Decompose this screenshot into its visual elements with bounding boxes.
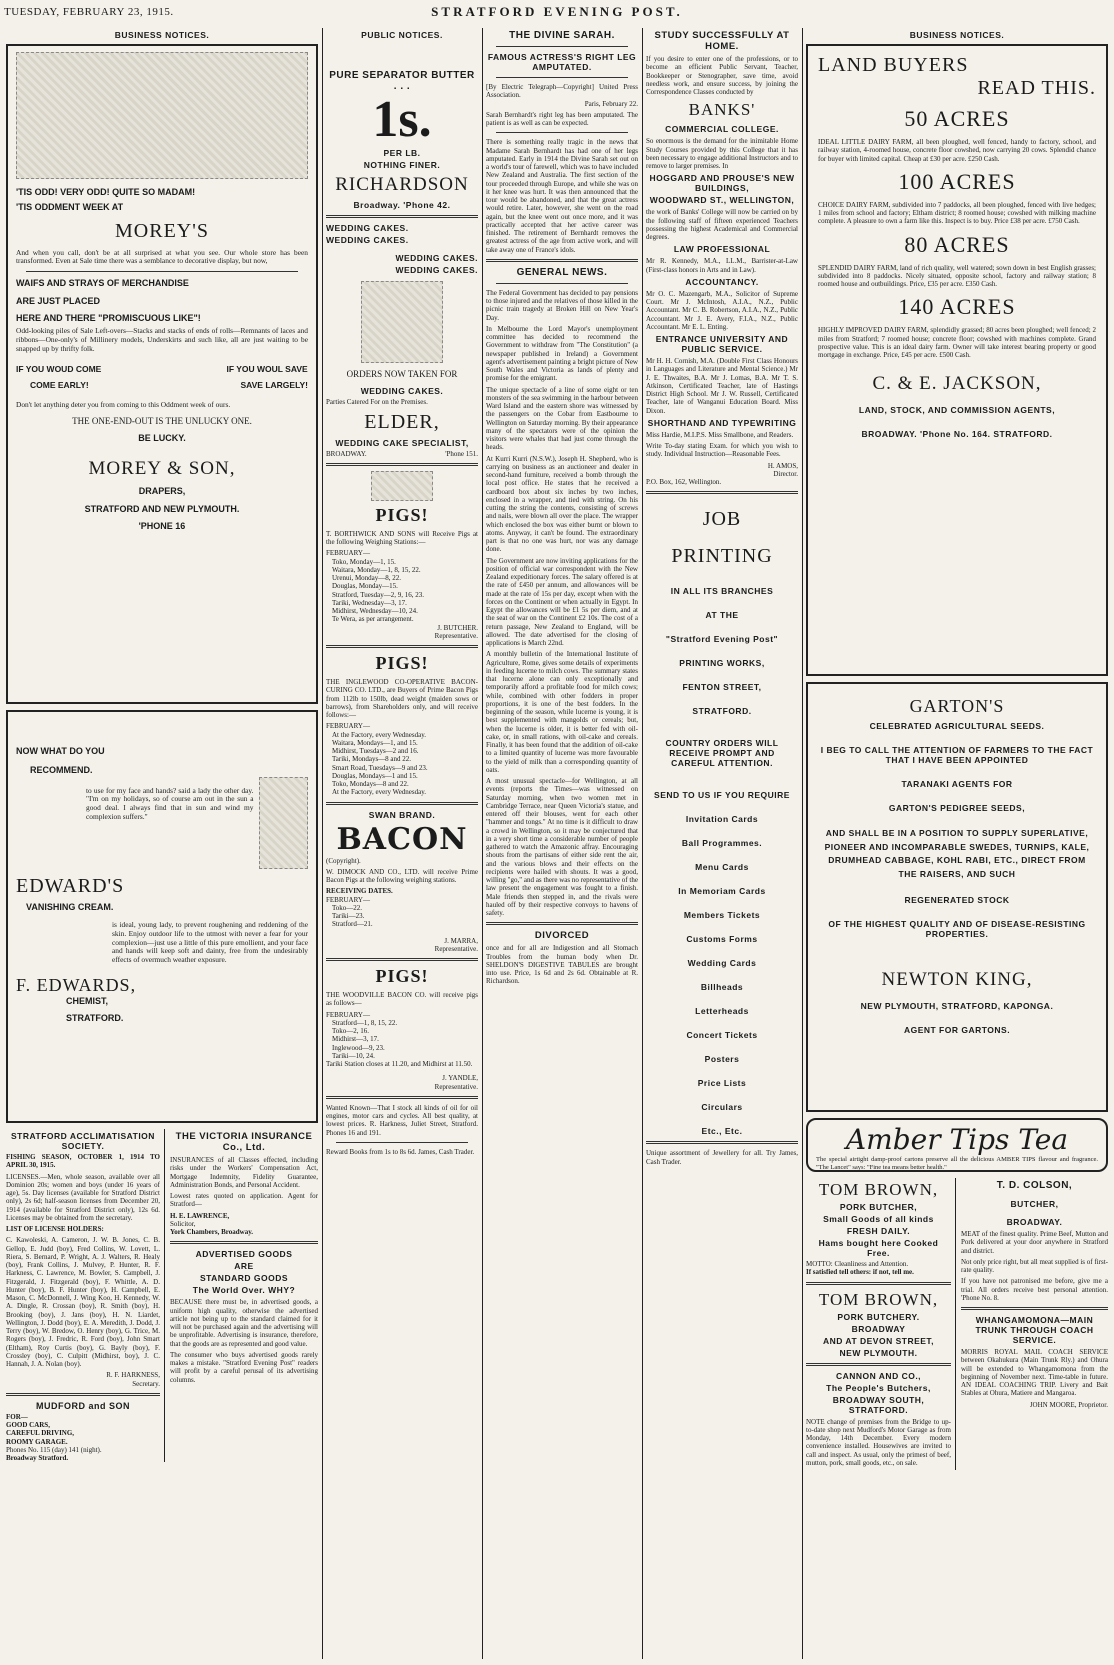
pigs-signature: Representative.: [434, 631, 478, 640]
land-advert: [806, 44, 1108, 676]
tom-brown-text: NEW PLYMOUTH.: [839, 1347, 918, 1358]
morey-name: MOREY'S: [115, 219, 209, 242]
banks-heading: LAW PROFESSIONAL: [673, 244, 771, 255]
pigs-row: Waitara, Monday—1, 8, 15, 22.: [332, 565, 421, 574]
richardson-name: RICHARDSON: [335, 174, 469, 195]
bacon-brand: SWAN BRAND.: [368, 809, 436, 820]
notice-signature: Secretary.: [132, 1379, 160, 1388]
morey-advert: [6, 44, 318, 704]
pigs-row: Douglas, Monday—15.: [332, 582, 398, 591]
amber-tips-text: The special airtight damp-proof cartons preserve all the delicious AMBER TIPS flavour and fragrance. "The Lancet" says: "Fine tea means better health.": [816, 1156, 1098, 1171]
tom-brown-text: Hams bought here Cooked Free.: [818, 1238, 939, 1258]
pigs-row: Stratford, Tuesday—2, 9, 16, 23.: [332, 590, 424, 599]
edwards-product: VANISHING CREAM.: [26, 901, 114, 912]
acreage-heading: 50 ACRES: [904, 106, 1010, 131]
job-item: Ball Programmes.: [681, 838, 763, 849]
morey-text: Don't let anything deter you from coming to this Oddment week of ours.: [16, 399, 231, 409]
garton-text: OF THE HIGHEST QUALITY AND OF DISEASE-RESISTING PROPERTIES.: [828, 919, 1086, 940]
edwards-text: to use for my face and hands? said a lady the other day. "I'm on my holidays, so of course am out in the sun a good deal. I always find that in sun and wind my complexion suffers.": [86, 785, 254, 822]
morey-text: BE LUCKY.: [138, 433, 186, 443]
article-paragraph: The unique spectacle of a line of some eight or ten monsters of the sea swimming in the harbour between Ward Island and the eastern shore was witnessed by the passengers on the Cobar from Eastbourne to Wellington on Saturday morning. By their appearance many of the spectators were of the opinion the visitors were whales that had just come through the heads.: [486, 385, 638, 452]
cannon-text: NOTE change of premises from the Bridge to up-to-date shop next Mudford's Motor Garage as from Monday, 14th December. Every modern convenience installed. Housewives are invited to call and inspect. As usual, only the primest of beef, mutton, pork, small goods, etc., on sale.: [806, 1417, 951, 1467]
cake-text: WEDDING CAKES.: [326, 235, 409, 245]
cake-text: Parties Catered For on the Premises.: [326, 398, 428, 407]
morey-text: IF YOU WOUD COME: [16, 363, 102, 374]
insurance-notice: [165, 1129, 318, 1462]
bacon-copyright: (Copyright).: [326, 856, 361, 865]
acreage-text: IDEAL LITTLE DAIRY FARM, all been ploughed, well fenced, handy to factory, school, and railway station, 4-roomed house, concrete floor cowshed, now carrying 20 cows. Splendid chance for buyer with limited capital. Cheap at £30 per acre. £250 Cash.: [818, 138, 1096, 163]
morey-text: Odd-looking piles of Sale Left-overs—Stacks and stacks of ends of rolls—Remnants of laces and ribbons—One-only's of Millinery models, Underskirts and such like, all are just waiting to be snapped up by thrifty folk.: [16, 326, 308, 353]
banks-address: WOODWARD ST., WELLINGTON,: [649, 195, 795, 206]
banks-heading: SHORTHAND AND TYPEWRITING: [647, 417, 797, 428]
advert-text: BECAUSE there must be, in advertised goods, a uniform high quality, otherwise the advertised article not being up to the standard claimed for it will not be purchased again and the advertising will be unprofitable. Advertising is insurance, therefore, that the goods are as represented and good value.: [169, 1298, 318, 1348]
issue-date: TUESDAY, FEBRUARY 23, 1915.: [4, 6, 174, 18]
morey-text: IF YOU WOUL SAVE: [226, 363, 308, 374]
job-text: AT THE: [705, 610, 739, 621]
bacon-signature: J. MARRA,: [444, 936, 478, 945]
acreage-heading: 140 ACRES: [898, 294, 1016, 320]
colson-address: BROADWAY.: [1006, 1217, 1063, 1227]
banks-text: the work of Banks' College will now be carried on by the following staff of fifteen experienced Teachers possessing the highest Academical and Commercial degrees.: [646, 208, 798, 241]
insurance-text: Lowest rates quoted on application. Agent for Stratford—: [169, 1192, 318, 1209]
job-item: Customs Forms: [686, 934, 758, 945]
tom-brown-text: BROADWAY: [851, 1323, 906, 1334]
lady-illustration: [259, 777, 308, 869]
insurance-title: THE VICTORIA INSURANCE Co., Ltd.: [175, 1131, 313, 1153]
edwards-name: EDWARD'S: [16, 874, 125, 897]
mudford-text: CAREFUL DRIVING,: [6, 1429, 75, 1438]
pigs-row: Toko, Mondays—8 and 22.: [332, 780, 409, 788]
column-2: [326, 28, 478, 1659]
pigs-row: Stratford—1, 8, 15, 22.: [332, 1018, 398, 1027]
cake-text: WEDDING CAKES.: [395, 265, 478, 275]
banks-text: Write To-day stating Exam. for which you wish to study. Individual Instruction—Reasonable Fees.: [646, 442, 798, 459]
job-text: SEND TO US IF YOU REQUIRE: [654, 790, 790, 801]
elder-phone: 'Phone 151.: [445, 449, 478, 458]
advert-heading: STANDARD GOODS: [199, 1273, 289, 1284]
jackson-address: BROADWAY. 'Phone No. 164. STRATFORD.: [861, 429, 1053, 440]
pigs-row: Smart Road, Tuesdays—9 and 23.: [332, 763, 428, 772]
edwards-heading: RECOMMEND.: [30, 765, 93, 776]
tom-brown-trade: PORK BUTCHERY.: [837, 1311, 920, 1322]
banks-text: Mr R. Kennedy, M.A., LL.M., Barrister-at-Law (First-class honors in Arts and in Law).: [646, 257, 798, 274]
newton-king-towns: NEW PLYMOUTH, STRATFORD, KAPONGA.: [860, 1001, 1054, 1012]
cannon-address: BROADWAY SOUTH, STRATFORD.: [832, 1394, 925, 1415]
colson-text: If you have not patronised me before, give me a trial. All orders receive best personal attention. 'Phone No. 8.: [961, 1277, 1108, 1302]
pigs-month: FEBRUARY—: [326, 1010, 370, 1019]
pigs-title: PIGS!: [375, 504, 429, 525]
notice-signature: R. F. HARKNESS,: [106, 1371, 160, 1380]
colson-text: MEAT of the finest quality. Prime Beef, Mutton and Pork delivered at your door anywhere in Stratford and district.: [961, 1230, 1108, 1255]
edwards-town: STRATFORD.: [66, 1013, 124, 1024]
edwards-firm: F. EDWARDS,: [16, 975, 137, 996]
tom-brown-text: FRESH DAILY.: [846, 1226, 911, 1236]
job-item: In Memoriam Cards: [678, 886, 766, 897]
garton-text: TARANAKI AGENTS FOR: [901, 779, 1013, 789]
morey-text: COME EARLY!: [30, 380, 89, 391]
advert-heading: The World Over. WHY?: [192, 1285, 296, 1296]
morey-line: 'TIS ODD! VERY ODD! QUITE SO MADAM!: [16, 187, 196, 197]
pigs-text: T. BORTHWICK AND SONS will Receive Pigs at the following Weighing Stations:—: [326, 529, 478, 546]
butter-text: NOTHING FINER.: [363, 160, 441, 170]
tom-brown-motto: MOTTO: Cleanliness and Attention.: [806, 1260, 909, 1268]
job-text: "Stratford Evening Post": [665, 634, 779, 645]
article-paragraph: A most unusual spectacle—for Wellington, at all events (reports the Times—was witnessed on Saturday morning, when two women met in Cambridge Terrace, near Queen Victoria's statue, and entered off their blouses, went for each other "hammer and tongs." At no time is it difficult to draw a crowd in Wellington, so it may be conjectured that in a very short time a considerable number of people gathered to watch the Amazonic affray. Encouraging shouts from the partisans of either side rent the air, and the various blows and their effects on the recipients were hailed with shouts. It was a good, willing "go," and as there was no representative of the law present the engagement was fought to a finish. Male friends then stepped in, and the rivals were hauled off by their respective convoys to havens of safety.: [486, 777, 638, 917]
morey-trade: DRAPERS,: [138, 486, 186, 497]
pigs-row: Te Wera, as per arrangement.: [332, 615, 414, 624]
mudford-phone: Phones No. 115 (day) 141 (night).: [6, 1445, 102, 1454]
richardson-address: Broadway. 'Phone 42.: [353, 200, 451, 210]
edwards-heading: NOW WHAT DO YOU: [16, 746, 105, 756]
pigs-title: PIGS!: [375, 966, 429, 986]
coach-title: WHANGAMOMONA—MAIN TRUNK THROUGH COACH SERVICE.: [975, 1315, 1094, 1345]
morey-firm: MOREY & SON,: [88, 458, 236, 480]
pigs-text: THE WOODVILLE BACON CO. will receive pigs as follows—: [326, 991, 478, 1008]
coach-signature: JOHN MOORE, Proprietor.: [1029, 1400, 1108, 1409]
banks-text: So enormous is the demand for the inimitable Home Study Courses provided by this College that it has been necessary to engage additional Instructors and to remove to larger premises. In: [646, 137, 798, 170]
insurance-address: York Chambers, Broadway.: [169, 1228, 254, 1236]
pigs-row: Urenui, Monday—8, 22.: [332, 574, 402, 582]
amber-tips-logo: Amber Tips Tea: [845, 1123, 1069, 1156]
advert-text: The consumer who buys advertised goods rarely makes a mistake. "Stratford Evening Post" readers will profit by a careful perusal of its advertising columns.: [169, 1350, 318, 1384]
notice-text: LICENSES.—Men, whole season, available over all Dominion 20s; women and boys (under 16 years of age), 5s. Day licenses (available for Stratford District only), 2s 6d; half-season licenses from December 20, 1914 (available for Stratford District only), 12s 6d. Licenses may be obtained from the secretary.: [6, 1172, 160, 1222]
banks-heading: ENTRANCE UNIVERSITY AND PUBLIC SERVICE.: [655, 334, 789, 354]
morey-towns: STRATFORD AND NEW PLYMOUTH.: [84, 503, 240, 514]
tom-brown-trade: PORK BUTCHER,: [839, 1202, 918, 1212]
pigs-text: THE INGLEWOOD CO-OPERATIVE BACON-CURING CO. LTD., are Buyers of Prime Bacon Pigs from 112lb to 150lb, dead weight (maiden sows or barrows), from Shareholders only, and will receive follows:—: [326, 678, 478, 719]
bacon-row: Toko—22.: [332, 903, 363, 912]
butchers-right: [956, 1178, 1108, 1470]
job-item: Menu Cards: [695, 862, 749, 873]
elder-trade: WEDDING CAKE SPECIALIST,: [335, 437, 469, 448]
banks-heading: ACCOUNTANCY.: [685, 276, 759, 287]
column-3: [486, 28, 638, 1659]
bacon-text: RECEIVING DATES.: [326, 887, 393, 896]
illustration-image: [16, 52, 308, 179]
pig-illustration: [371, 471, 433, 501]
banks-heading: HOGGARD AND PROUSE'S NEW BUILDINGS,: [649, 173, 795, 194]
article-paragraph: The Government are now inviting applications for the position of official war correspondent with the New Zealand expeditionary forces. The salary offered is at the rate of £450 per annum, and allowances will be made at the rate of 15s per day, except when with the forces on the Continent or when actually in Egypt. In Egypt the allowances will be £1 5s per diem, and at the seat of war on the Continent £2 10s. The cost of a return passage, New Zealand to England, will be allowed. The date advertised for the closing of applications is March 22nd.: [486, 556, 638, 647]
cake-text: ORDERS NOW TAKEN FOR: [346, 369, 458, 379]
acreage-heading: 80 ACRES: [904, 231, 1010, 257]
banks-name: BANKS': [688, 100, 756, 120]
tom-brown-name: TOM BROWN,: [818, 1180, 939, 1199]
banks-signature: Director.: [773, 469, 798, 478]
pigs-signature: J. YANDLE,: [442, 1074, 478, 1083]
banks-signature: H. AMOS,: [767, 461, 798, 470]
acreage-text: SPLENDID DAIRY FARM, land of rich quality, well watered; sown down in best English grasses; subdivided into 8 paddocks. Nicely situated, opposite school, factory and railway station; 8 roomed house and outbuildings. Price, £35 per acre. £350 Cash.: [818, 263, 1096, 288]
job-item: Circulars: [701, 1102, 743, 1113]
article-paragraph: There is something really tragic in the news that Madame Sarah Bernhardt has had one of her legs amputated. Early in 1914 the Divine Sarah set out on a world's tour of farewell, which was to have included New Zealand and Australia. The first section of the tour proceeded through Europe, and while she was on it her knee was hurt. It was then announced that the tour would be abandoned, and that the great actress would retire. Later, however, she went on the road again, but the knee went out once more, and it was practically accepted that her active career was finished. The retirement of Bernhardt removes the greatest actress of the age from active work, and will take away one of France's idols.: [486, 138, 638, 254]
pigs-row: Douglas, Mondays—1 and 15.: [332, 771, 418, 780]
newton-king-agent: AGENT FOR GARTONS.: [903, 1025, 1011, 1036]
job-text: STRATFORD.: [692, 706, 752, 717]
morey-line: 'TIS ODDMENT WEEK AT: [16, 202, 124, 213]
cake-text: WEDDING CAKES.: [395, 253, 478, 263]
column-1: [6, 28, 318, 1659]
banks-text: Miss Hardie, M.I.P.S. Miss Smallbone, and Readers.: [646, 430, 794, 439]
insurance-agent: H. E. LAWRENCE,: [169, 1211, 230, 1220]
acreage-heading: 100 ACRES: [898, 168, 1016, 194]
garton-text: AND SHALL BE IN A POSITION TO SUPPLY SUPERLATIVE, PIONEER AND INCOMPARABLE SWEDES, TURNIPS, KALE, DRUMHEAD CABBAGE, KOHL RABI, ETC., DIRECT FROM THE RAISERS, AND SUCH: [824, 828, 1090, 879]
pigs-month: FEBRUARY—: [326, 549, 370, 558]
article-paragraph: A monthly bulletin of the International Institute of Agriculture, Rome, gives some details of experiments in feeding lucerne to milch cows. The summary states that lucerne alone can only exceptionally and temporarily afford a profitable food for milch cows; while, combined with other fodders in proper proportions, it is one of the best fodders. In the beginning of the season, while lucerne is young, it is best supplemented with mangolds or cereals; but, when the lucerne is older, it is better fed with oil-cake, or, in small rations, with oil-cake and cereals. Finally, it has been found that the addition of oil-cake to a limited quantity of lucerne was more favourable to the yield of milk than a corresponding quantity of oats.: [486, 650, 638, 774]
cannon-trade: The People's Butchers,: [826, 1382, 931, 1393]
tom-brown-text: If satisfied tell others: if not, tell me.: [806, 1268, 914, 1277]
pigs-month: FEBRUARY—: [326, 722, 370, 731]
insurance-text: INSURANCES of all Classes effected, including risks under the Workers' Compensation Act, Mortgage Indemnity, Fidelity Guarantee, Administration Bonds, and Personal Accident.: [169, 1156, 318, 1189]
butter-price: 1s.: [372, 91, 432, 148]
article-dateline: Paris, February 22.: [584, 99, 638, 108]
notice-heading: LIST OF LICENSE HOLDERS:: [6, 1225, 104, 1233]
job-item: Posters: [704, 1054, 740, 1065]
garton-text: I BEG TO CALL THE ATTENTION OF FARMERS TO THE FACT THAT I HAVE BEEN APPOINTED: [820, 745, 1094, 765]
edwards-advert: [6, 710, 318, 1123]
bacon-logo: BACON: [336, 821, 468, 857]
mudford-address: Broadway Stratford.: [6, 1454, 69, 1462]
job-item: Members Tickets: [683, 910, 761, 921]
wanted-notice: Wanted Known—That I stock all kinds of oil for oil engines, motor cars and cycles. All best quality, at lowest prices. R. Harkness, Juliet Street, Stratford. Phones 16 and 191.: [326, 1103, 478, 1137]
banks-college: COMMERCIAL COLLEGE.: [665, 124, 779, 135]
pigs-row: At the Factory, every Wednesday.: [332, 788, 427, 797]
land-title: READ THIS.: [977, 77, 1096, 99]
morey-heading: HERE AND THERE "PROMISCUOUS LIKE"!: [16, 312, 201, 323]
job-text: PRINTING WORKS,: [679, 658, 765, 669]
job-item: Invitation Cards: [685, 814, 759, 825]
butter-heading: PURE SEPARATOR BUTTER . . .: [329, 70, 475, 92]
banks-text: If you desire to enter one of the professions, or to become an efficient Public Servant, Teacher, Bookkeeper or Stenographer, save time, avoid needless work, and ensure success, by joining the Correspondence Classes conducted by: [646, 55, 798, 96]
job-item: Etc., Etc.: [701, 1126, 743, 1137]
job-text: IN ALL ITS BRANCHES: [670, 586, 774, 597]
cake-text: WEDDING CAKES.: [360, 386, 444, 397]
garton-title: GARTON'S: [909, 696, 1005, 716]
column-rule: [322, 28, 323, 1659]
paper-title: STRATFORD EVENING POST.: [431, 4, 683, 19]
article-subtitle: FAMOUS ACTRESS'S RIGHT LEG AMPUTATED.: [487, 52, 637, 72]
banks-address: P.O. Box, 162, Wellington.: [646, 478, 722, 486]
job-title: PRINTING: [671, 545, 773, 568]
garton-text: GARTON'S PEDIGREE SEEDS,: [888, 803, 1026, 813]
morey-heading: ARE JUST PLACED: [16, 295, 101, 306]
section-heading: BUSINESS NOTICES.: [909, 30, 1005, 40]
pigs-row: Toko—2, 16.: [332, 1027, 370, 1035]
column-rule: [802, 28, 803, 1659]
advert-heading: ADVERTISED GOODS: [195, 1249, 293, 1260]
colson-text: Not only price right, but all meat supplied is of first-rate quality.: [961, 1257, 1108, 1274]
insurance-text: Solicitor,: [169, 1219, 196, 1228]
pigs-row: Tariki, Mondays—8 and 22.: [332, 755, 412, 764]
banks-title: STUDY SUCCESSFULLY AT HOME.: [654, 30, 790, 52]
bacon-row: Stratford—21.: [332, 920, 373, 929]
jewellery-notice: Unique assortment of Jewellery for all. Try James, Cash Trader.: [646, 1149, 798, 1166]
morey-phone: 'PHONE 16: [138, 520, 186, 531]
section-heading: PUBLIC NOTICES.: [361, 30, 443, 40]
cannon-name: CANNON AND CO.,: [835, 1370, 922, 1381]
wedding-cake-illustration: [361, 281, 443, 363]
column-5: [806, 28, 1108, 1659]
column-4: [646, 28, 798, 1659]
colson-trade: BUTCHER,: [1010, 1199, 1059, 1209]
land-title: LAND BUYERS: [818, 54, 969, 76]
coach-text: MORRIS ROYAL MAIL COACH SERVICE between Okahukura (Main Trunk Rly.) and Ohura will be extended to Whangamomona from the beginning of November next. Time-table in future. AN IDEAL COACHING TRIP. Livery and Bait Stables at Ohura, Matiere and Mangaroa.: [961, 1348, 1108, 1398]
job-text: COUNTRY ORDERS WILL RECEIVE PROMPT AND CAREFUL ATTENTION.: [665, 738, 779, 769]
mudford-title: MUDFORD and SON: [35, 1400, 130, 1411]
section-heading: BUSINESS NOTICES.: [114, 30, 210, 40]
job-item: Price Lists: [697, 1078, 747, 1089]
garton-advert: [806, 682, 1108, 1112]
article-title: GENERAL NEWS.: [516, 266, 608, 278]
morey-text: THE ONE-END-OUT IS THE UNLUCKY ONE.: [72, 415, 252, 426]
article-credit: [By Electric Telegraph—Copyright] United Press Association.: [486, 83, 638, 100]
edwards-text: is ideal, young lady, to prevent roughening and reddening of the skin. Enjoy outdoor life to the utmost with never a fear for your complexion—just use a little of this pure emollient, and your face and hands will keep soft and dainty, free from the undesirably effects of overmuch weather exposure.: [112, 919, 308, 965]
acclimatisation-notice: [6, 1129, 165, 1462]
tom-brown-name: TOM BROWN,: [818, 1289, 939, 1309]
bacon-row: Tariki—23.: [332, 912, 365, 920]
bacon-month: FEBRUARY—: [326, 895, 370, 904]
tom-brown-text: AND AT DEVON STREET,: [822, 1335, 935, 1346]
pigs-row: Tariki Station closes at 11.20, and Midhirst at 11.50.: [326, 1060, 473, 1068]
garton-text: REGENERATED STOCK: [904, 895, 1010, 906]
newton-king-name: NEWTON KING,: [881, 969, 1033, 991]
elder-address: BROADWAY.: [326, 449, 367, 458]
pigs-row: Toko, Monday—1, 15.: [332, 557, 396, 566]
jackson-trade: LAND, STOCK, AND COMMISSION AGENTS,: [858, 405, 1056, 416]
job-item: Billheads: [700, 982, 744, 993]
mudford-text: GOOD CARS,: [6, 1421, 50, 1429]
pigs-row: Midhirst, Tuesdays—2 and 16.: [332, 747, 419, 755]
pigs-row: Tariki—10, 24.: [332, 1051, 375, 1060]
article-paragraph: At Kurri Kurri (N.S.W.), Joseph H. Shepherd, who is carrying on business as an auctioneer and dealer in second-hand furniture, received a bomb through the local post office. He states that he received a cardboard box about six inches by two inches, enclosed in a wrapper, and tied with string. On his cutting the string the contents, consisting of screws and nails, were blown all over the place. The wrapper which enclosed the box was either burnt or blown to atoms. Anyway, it can't be found. The extraordinary part is that no one was hurt, nor was any damage done.: [486, 454, 638, 554]
garton-subtitle: CELEBRATED AGRICULTURAL SEEDS.: [869, 721, 1045, 731]
mudford-text: ROOMY GARAGE.: [6, 1437, 68, 1446]
acreage-text: CHOICE DAIRY FARM, subdivided into 7 paddocks, all been ploughed, fenced with live hedges; 1 miles from school and factory; Eltham district; 8 roomed house; cowshed with milking machine complete. A pleasure to own a farm like this. Inspect is to buy. Price £38 per acre. £750 Cash.: [818, 200, 1096, 226]
pigs-row: Waitara, Mondays—1, and 15.: [332, 738, 418, 747]
reward-notice: Reward Books from 1s to 8s 6d. James, Cash Trader.: [326, 1147, 475, 1156]
divorced-text: once and for all are Indigestion and all Stomach Troubles from the human body when Dr. SHELDON'S DIGESTIVE TABULES are brought into use. Price, 1s 6d and 2s 6d. Obtainable at R. Richardson.: [486, 944, 638, 986]
pigs-row: Midhirst—3, 17.: [332, 1035, 379, 1044]
notice-title: STRATFORD ACCLIMATISATION SOCIETY.: [11, 1131, 155, 1151]
job-item: Concert Tickets: [686, 1030, 758, 1041]
article-paragraph: The Federal Government has decided to pay pensions to those injured and the relatives of those killed in the picnic train tragedy at Broken Hill on New Year's Day.: [486, 288, 638, 322]
jackson-firm: C. & E. JACKSON,: [872, 373, 1042, 395]
pigs-signature: J. BUTCHER.: [437, 623, 478, 632]
pigs-row: Tariki, Wednesday—3, 17.: [332, 598, 407, 607]
job-item: Letterheads: [695, 1006, 749, 1017]
notice-season: FISHING SEASON, OCTOBER 1, 1914 TO APRIL 30, 1915.: [6, 1153, 160, 1170]
article-title: THE DIVINE SARAH.: [509, 30, 615, 41]
edwards-trade: CHEMIST,: [66, 996, 109, 1007]
butter-text: PER LB.: [383, 148, 421, 158]
colson-name: T. D. COLSON,: [996, 1180, 1073, 1191]
pigs-title: PIGS!: [375, 653, 429, 673]
article-paragraph: In Melbourne the Lord Mayor's unemployment committee has decided to recommend the Government to withdraw from "The Constitution" (a newspaper published in Ireland) a Government agent's advertisement painting a bright picture of New South Wales and Victoria as lands of plenty and promise for the emigrant.: [486, 324, 638, 383]
pigs-signature: Representative.: [434, 1082, 478, 1091]
butchers-left: [806, 1178, 956, 1470]
advert-heading: ARE: [234, 1261, 254, 1272]
tom-brown-text: Small Goods of all kinds: [823, 1214, 934, 1224]
column-rule: [642, 28, 643, 1659]
acreage-text: HIGHLY IMPROVED DAIRY FARM, splendidly grassed; 80 acres been ploughed; well fenced; 2 miles from Stratford; 7 roomed house; concrete floor; cowshed with machines complete. Grand prospective value. This is an ideal dairy farm. Owner will take interest bearing property or good mortgage in exchange. Price, £45 per acre. £500 Cash.: [818, 326, 1096, 359]
bacon-text: W. DIMOCK AND CO., LTD. will receive Prime Bacon Pigs at the following weighing stations.: [326, 867, 478, 884]
morey-text: And when you call, don't be at all surprised at what you see. Our whole store has been transformed. Even at Sale time there was a semblance to decorative display, but now,: [16, 247, 308, 266]
pigs-row: At the Factory, every Wednesday.: [332, 730, 427, 739]
license-list: C. Kawoleski, A. Cameron, J. W. B. Jones, C. B. Gellop, E. Judd (boy), Fred Collins, W. Lovett, L. Riera, S. Bernard, P. Wright, A. J. Walters, R. Healy (boy), Frank Collins, J. Mulvey, P. Hunter, R. F. Harkness, C. Lawrence, M. Bowler, S. Campbell, J. Fitzgerald, J. Fitzgerald (boy), F. Whittle, A. D. Hunter (boy), B. F. Hunter (boy), H. Campbell, E. Mason, C. McDonnell, J. Wing Koo, H. Kennedy, W. A. Dingle, R. Crossan (boy), R. Smith (boy), H. Brooking (boy), J. Jans (boy), H. N. Liardet, Wellington, J. Dodd (boy), E. A. Meredith, J. Dodd, J. Terry (boy), W. Bredow, O. Henry (boy), G. Trice, M. Rogers (boy), J. Fredric, R. Ford (boy), John Smart (Eltham), Roy Curtis (boy), G. Bayly (boy), F. Crossley (boy), C. Culpitt (Midhirst, boy), J. C. Hannah, J. A. Nolan (boy).: [6, 1236, 160, 1368]
job-item: Wedding Cards: [687, 958, 757, 969]
masthead: [0, 0, 1114, 24]
banks-text: Mr H. H. Cornish, M.A. (Double First Class Honours in Languages and Literature and Mental Science.) Mr J. E. Thwaites, B.A. Mr J. Lomas, B.A. Mr T. S. Atkinson, Certificated Teacher, late of Hastings District High School. Mr J. W. Russell, Certificated Teacher, late of Wanganui Education Board. Miss Dixon.: [646, 357, 798, 415]
morey-text: SAVE LARGELY!: [240, 380, 308, 391]
banks-text: Mr O. C. Mazengarb, M.A., Solicitor of Supreme Court. Mr J. McIntosh, A.I.A., N.Z., Public Accountant. Mr C. B. Robertson, A.I.A., N.Z., Public Accountant. Mr J. E. Avery, F.I.A., N.Z., Public Accountant. Mr E. L. Enting.: [646, 289, 798, 331]
divorced-title: DIVORCED: [534, 930, 590, 942]
amber-tips-advert: [806, 1118, 1108, 1172]
job-title: JOB: [702, 508, 742, 531]
elder-name: ELDER,: [364, 410, 440, 433]
pigs-row: Midhirst, Wednesday—10, 24.: [332, 607, 418, 615]
column-rule: [482, 28, 483, 1659]
job-text: FENTON STREET,: [682, 682, 762, 693]
bacon-signature: Representative.: [434, 944, 478, 953]
pigs-row: Inglewood—9, 23.: [332, 1043, 385, 1052]
article-paragraph: Sarah Bernhardt's right leg has been amputated. The patient is as well as can be expected.: [486, 110, 638, 127]
cake-text: WEDDING CAKES.: [326, 223, 409, 233]
morey-heading: WAIFS AND STRAYS OF MERCHANDISE: [16, 278, 189, 289]
mudford-text: FOR—: [6, 1412, 28, 1421]
